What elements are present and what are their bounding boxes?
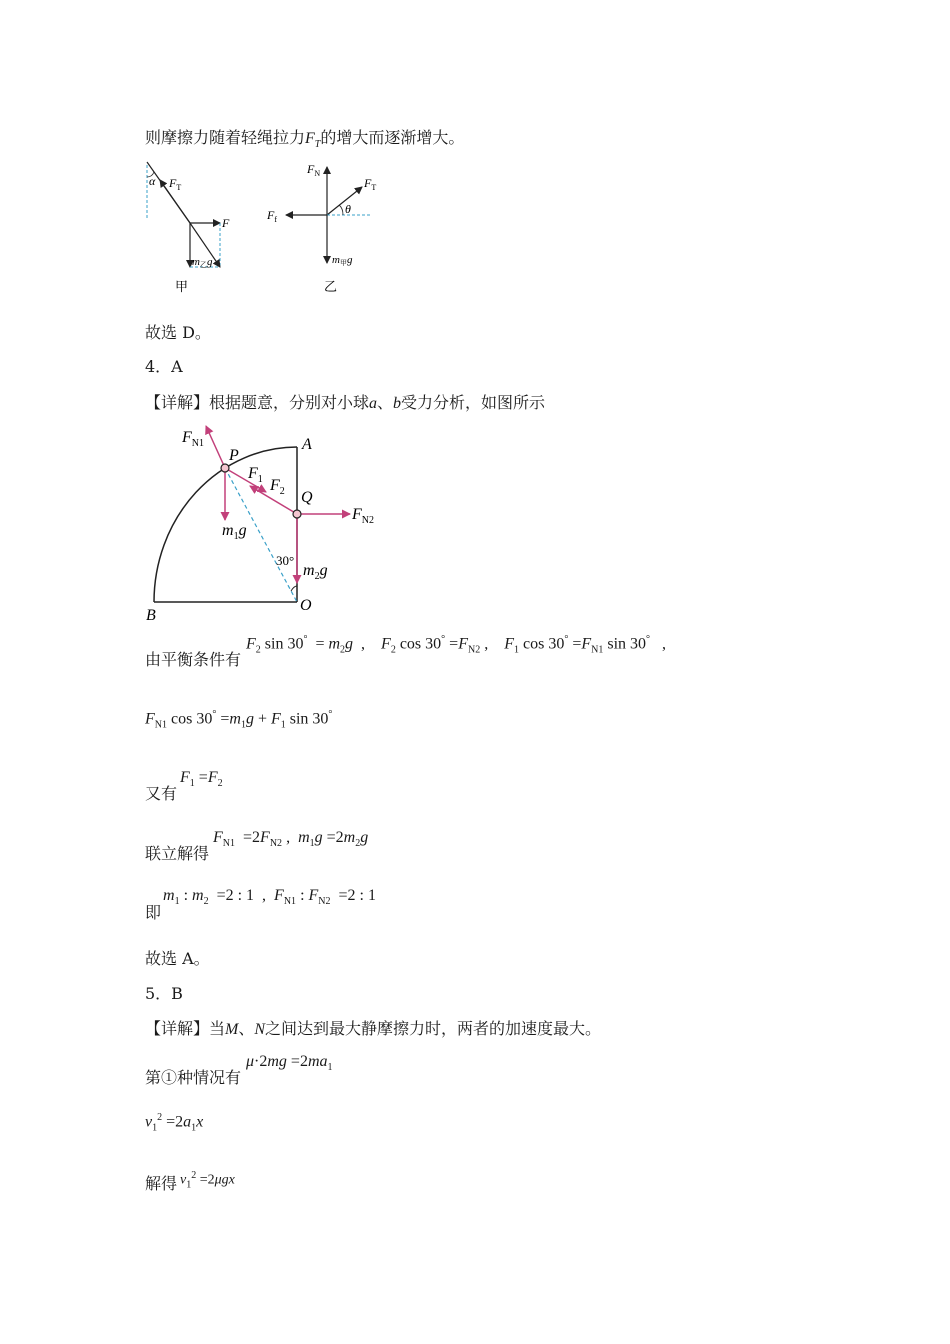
q5-detail-post: 之间达到最大静摩擦力时，两者的加速度最大。 [265,1019,602,1038]
equation-ratios: $m_1$ : $m_2 =2$ : 1 , $F_{N1}$ : $F_{N2} =2$ : 1 [163,887,376,908]
detail-tag-5: 【详解】 [145,1019,210,1038]
jia-caption: 甲 [175,279,189,294]
equation-v1-result: $v_1^2 =2\mu gx$ [180,1170,235,1191]
ball-q [293,510,301,518]
ft-label-jia: $F_T$ [169,176,182,192]
yi-caption: 乙 [324,279,338,294]
mjia-g-label: m甲g [332,254,353,267]
fn1-label: $F_{N1}$ [182,429,205,449]
text-balance: 由平衡条件有 [145,650,242,669]
symbol-ft: $F_T$ [305,130,321,151]
a-label: A [302,436,312,453]
ft-label-yi: $F_T$ [364,176,377,192]
text-line-friction [145,128,464,155]
f1-label: $F_1$ [248,465,263,485]
question-5-answer: 5．B [145,984,183,1003]
theta-arc [339,205,343,215]
fn2-label: $F_{N2}$ [352,506,375,526]
angle-30-label: 30° [276,553,295,568]
ball-p [221,464,229,472]
equation-f2-sin: $F_2$ $\sin 30^\circ = m_2g$ , $F_2$ $\cos 30^\circ =F_{N2}$ , $F_1$ $\cos 30^\circ =F_{N1}$ sin 30° , [246,634,667,656]
text-jiede: 解得 [145,1174,178,1193]
q4-detail-post: 受力分析，如图所示 [401,393,546,412]
text-case1: 第①种情况有 [145,1068,242,1087]
text-q5-detail: 【详解】当M、N之间达到最大静摩擦力时，两者的加速度最大。 [145,1019,602,1038]
text-also: 又有 [145,784,178,803]
q-label: Q [301,489,313,506]
p-label: P [229,447,239,464]
detail-tag: 【详解】 [145,393,210,412]
force-diagram-jia-yi [140,155,400,300]
fn-label: $F_N$ [307,162,321,178]
f-label: F [222,216,230,230]
text-friction-pre: 则摩擦力随着轻绳拉力 [145,128,306,147]
text-choose-d: 故选 D。 [145,323,211,342]
q5-detail-pre: 当 [209,1019,226,1038]
alpha-label: α [149,174,156,188]
equation-fn1-cos: $F_{N1}$ $\cos 30^\circ =m_1g + F_1$ sin 30° [145,709,333,731]
o-label: O [300,597,312,614]
theta-label: θ [345,202,351,216]
q4-detail-mid: 、 [377,393,394,412]
fn1-arrow [206,426,225,468]
equation-f1-f2: $F_1 =F_2$ [180,769,223,790]
ff-label: $F_f$ [267,208,278,224]
text-choose-a: 故选 A。 [145,949,210,968]
m1g-label: $m_1g$ [222,522,247,542]
m2g-label: m乙g [192,256,213,269]
text-ji: 即 [145,903,162,922]
equation-fn1-fn2: $F_{N1} =2F_{N2}$ , $m_1g =2m_2g$ [213,829,369,850]
angle-arc-30 [291,586,297,591]
q4-detail-pre: 根据题意，分别对小球 [209,393,370,412]
text-friction-post: 的增大而逐渐增大。 [320,128,465,147]
equation-mu2mg: $\mu\cdot 2mg =2ma_1$ [246,1053,333,1074]
equation-v1-squared: $v_1^2 =2a_1x$ [145,1112,204,1134]
text-solve: 联立解得 [145,844,210,863]
q5-detail-mid: 、 [238,1019,255,1038]
question-4-answer: 4．A [145,357,183,376]
m2g-label: $m_2g$ [303,562,328,582]
f2-label: $F_2$ [270,477,285,497]
b-label: B [146,607,156,624]
force-diagram-quarter-circle [140,420,390,625]
text-q4-detail: 【详解】根据题意，分别对小球a、b受力分析，如图所示 [145,393,546,412]
